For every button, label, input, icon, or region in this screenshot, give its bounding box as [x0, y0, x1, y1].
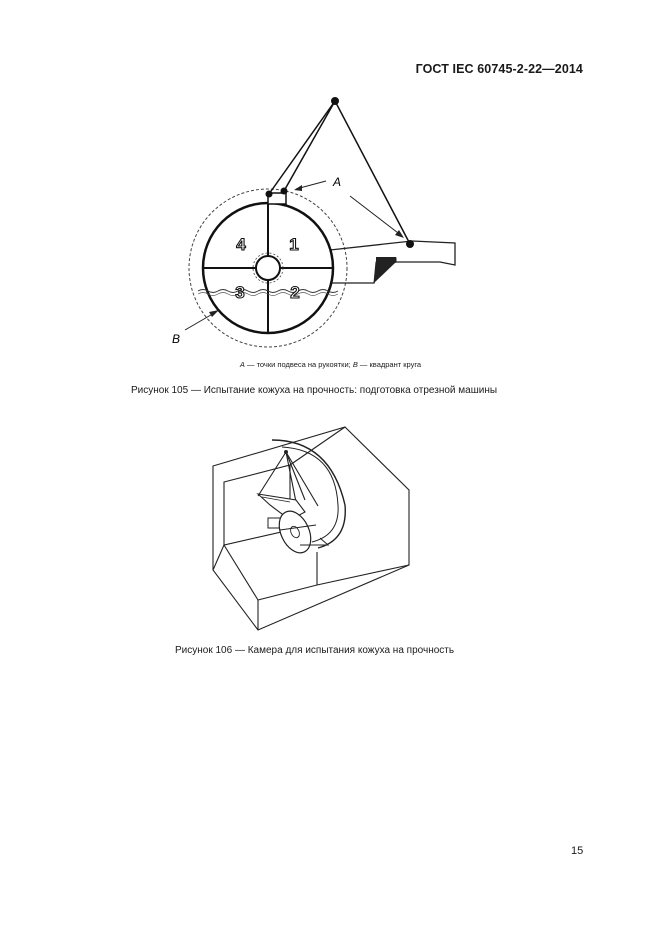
figure-105-legend	[0, 360, 661, 369]
suspension-point-a3	[406, 240, 414, 248]
suspension-point-a1	[266, 191, 273, 198]
suspension-point-a2	[281, 188, 288, 195]
figure-105-diagram	[160, 88, 470, 350]
legend-a-text: — точки подвеса на рукоятки;	[244, 360, 353, 369]
suspension-top-point	[331, 97, 339, 105]
quadrant-1: 1	[289, 235, 299, 254]
quadrant-4: 4	[236, 235, 246, 254]
figure-106-caption: Рисунок 106 — Камера для испытания кожуха на прочность	[175, 645, 455, 656]
label-b: B	[172, 332, 181, 346]
document-header: ГОСТ IEC 60745-2-22—2014	[415, 62, 583, 76]
figure-105-caption: Рисунок 105 — Испытание кожуха на прочность: подготовка отрезной машины	[131, 385, 498, 396]
quadrant-3: 3	[235, 283, 245, 302]
wheel-hub	[256, 256, 280, 280]
legend-b-letter: B	[352, 360, 358, 369]
quadrant-2: 2	[290, 283, 300, 302]
label-a: A	[333, 175, 342, 189]
legend-a-letter: A	[239, 360, 245, 369]
page-number: 15	[571, 845, 584, 857]
chamber-wheel	[273, 506, 317, 558]
legend-b-text: — квадрант круга	[357, 360, 422, 369]
figure-106-diagram	[205, 425, 415, 635]
chamber-outer	[213, 427, 409, 630]
